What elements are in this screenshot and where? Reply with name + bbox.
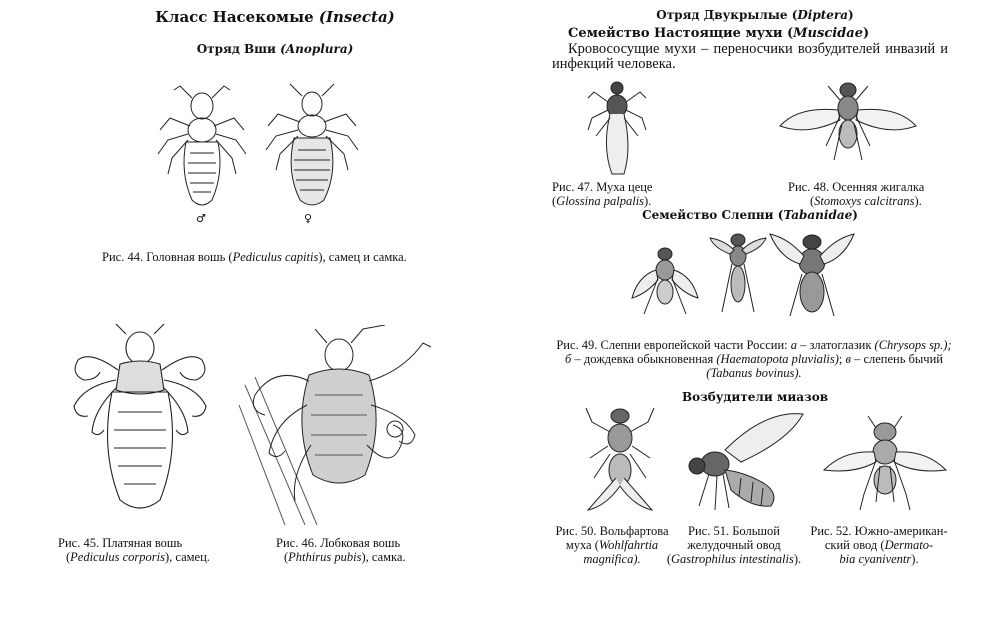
fig52-caption-line1: Рис. 52. Южно-американ-	[810, 524, 948, 538]
head-louse-female-figure	[262, 80, 362, 215]
fig51-caption-line3b: Gastrophilus intestinalis	[671, 552, 794, 566]
fig52-caption	[804, 524, 954, 566]
fig48-caption-line2	[788, 194, 968, 208]
head-louse-male-drawing	[150, 78, 255, 218]
fig46-caption-latin: Phthirus pubis	[288, 550, 362, 564]
fig47-caption-a: (	[552, 194, 557, 208]
dermatobia-fly-drawing	[820, 410, 950, 514]
fig47-caption-latin: Glossina palpalis	[556, 194, 645, 208]
family-muscidae-heading	[568, 26, 888, 41]
pubic-louse-drawing	[235, 325, 435, 525]
fig45-caption-a: (	[66, 550, 71, 564]
fig52-caption-line2	[804, 538, 954, 552]
fig48-caption-line1: Рис. 48. Осенняя жигалка	[788, 180, 925, 194]
family-tabanidae-suffix: )	[852, 208, 858, 222]
female-symbol: ♀	[304, 212, 313, 225]
fig50-caption-line2b: Wohlfahrtia	[598, 538, 659, 552]
fig47-caption-b: ).	[644, 194, 652, 208]
fig45-caption-line1: Рис. 45. Платяная вошь	[58, 536, 183, 550]
fig49-caption-l1c: – златоглазик	[796, 338, 875, 352]
family-muscidae-suffix: )	[862, 26, 870, 41]
fig49-caption-l2d: ;	[838, 352, 846, 366]
fig48-caption-b: ).	[914, 194, 922, 208]
fig49-caption-line2	[544, 352, 964, 366]
family-muscidae-text: Семейство Настоящие мухи (	[568, 26, 794, 41]
fig52-caption-line3	[804, 552, 954, 566]
fig49-caption-l2f: – слепень бычий	[850, 352, 943, 366]
fig46-caption-a: (	[284, 550, 289, 564]
fig49-caption-l3: (Tabanus bovinus).	[706, 366, 802, 380]
fig50-caption-line1: Рис. 50. Вольфартова	[555, 524, 669, 538]
dermatobia-fly-figure	[820, 410, 950, 514]
fig46-caption	[276, 536, 456, 564]
order-diptera-suffix: )	[848, 8, 854, 22]
fig48-caption-latin: Stomoxys calcitrans	[814, 194, 915, 208]
pubic-louse-figure	[235, 325, 435, 525]
fig51-caption-line2: желудочный овод	[687, 538, 781, 552]
fig51-caption-line1: Рис. 51. Большой	[688, 524, 780, 538]
fig49-caption-l1a: Рис. 49. Слепни европейской части России:	[556, 338, 791, 352]
class-title-text: Класс Насекомые	[155, 8, 319, 26]
fig46-caption-line2	[276, 550, 456, 564]
fig52-caption-line2a: ский овод (	[824, 538, 885, 552]
head-louse-female-drawing	[262, 80, 362, 215]
body-louse-drawing	[60, 320, 220, 520]
order-diptera-latin: Diptera	[797, 8, 849, 22]
gastrophilus-drawing	[685, 410, 805, 514]
fig49-caption	[544, 338, 964, 380]
fig45-caption-latin: Pediculus corporis	[70, 550, 165, 564]
fig45-caption-line2	[58, 550, 238, 564]
fig45-caption	[58, 536, 238, 564]
family-tabanidae-heading	[600, 208, 900, 222]
class-title	[150, 8, 400, 26]
fig49-caption-l2c: (Haematopota pluvialis)	[716, 352, 839, 366]
fig49-caption-l2a: б	[565, 352, 572, 366]
head-louse-male-figure	[150, 78, 255, 218]
fig46-caption-b: ), самка.	[361, 550, 406, 564]
fig50-caption-line3: magnifica).	[583, 552, 641, 566]
wohlfahrtia-fly-drawing	[580, 402, 660, 514]
male-symbol: ♂	[196, 212, 206, 225]
fig44-caption-b: ), самец и самка.	[318, 250, 407, 264]
fig47-caption-line2	[552, 194, 732, 208]
fig44-caption	[102, 250, 422, 264]
fig47-caption	[552, 180, 732, 208]
family-muscidae-latin: Muscidae	[793, 26, 863, 41]
order-diptera-heading	[630, 8, 880, 22]
intro-paragraph: Кровососущие мухи – переносчики возбудителей инвазий и инфекций человека.	[552, 41, 948, 72]
fig52-caption-line3a: bia cyaniventr	[839, 552, 912, 566]
fig52-caption-line3b: ).	[911, 552, 919, 566]
order-diptera-text: Отряд Двукрылые (	[656, 8, 798, 22]
order-lice-latin: (Anoplura)	[280, 42, 354, 56]
fig51-caption-line3	[664, 552, 804, 566]
tsetse-fly-drawing	[582, 78, 652, 178]
stable-fly-figure	[778, 76, 918, 166]
fig50-caption-line3	[552, 552, 672, 566]
order-lice-text: Отряд Вши	[196, 42, 281, 56]
fig51-caption	[664, 524, 804, 566]
fig51-caption-line3c: ).	[793, 552, 802, 566]
fig51-caption-line3a: (	[666, 552, 672, 566]
body-louse-figure	[60, 320, 220, 520]
gastrophilus-figure	[685, 410, 805, 514]
fig48-caption	[788, 180, 968, 208]
fig49-caption-l2e: в	[845, 352, 851, 366]
fig46-caption-line1: Рис. 46. Лобковая вошь	[276, 536, 401, 550]
wohlfahrtia-fly-figure	[580, 402, 660, 514]
right-page	[540, 0, 970, 630]
horseflies-figure	[630, 228, 880, 320]
fig49-caption-line3	[544, 366, 964, 380]
family-tabanidae-text: Семейство Слепни (	[642, 208, 784, 222]
fig50-caption-line2	[552, 538, 672, 552]
fig47-caption-line1: Рис. 47. Муха цеце	[552, 180, 653, 194]
order-lice-heading	[170, 42, 380, 56]
fig50-caption-line2a: муха (	[565, 538, 599, 552]
fig52-caption-line2b: Dermato-	[884, 538, 934, 552]
fig50-caption	[552, 524, 672, 566]
horseflies-drawing	[630, 228, 880, 320]
family-tabanidae-latin: Tabanidae	[783, 208, 853, 222]
class-title-latin: (Insecta)	[318, 8, 395, 26]
fig45-caption-b: ), самец.	[164, 550, 210, 564]
fig49-caption-l1d: (Chrysops sp.);	[874, 338, 952, 352]
miasis-heading: Возбудители миазов	[681, 390, 829, 404]
fig49-caption-l2b: – дождевка обыкновенная	[571, 352, 717, 366]
fig49-caption-line1	[544, 338, 964, 352]
fig44-caption-a: Рис. 44. Головная вошь (	[102, 250, 233, 264]
fig48-caption-a: (	[810, 194, 815, 208]
fig49-caption-l1b: а	[790, 338, 797, 352]
fig44-caption-latin: Pediculus capitis	[232, 250, 319, 264]
tsetse-fly-figure	[582, 78, 652, 178]
stable-fly-drawing	[778, 76, 918, 166]
